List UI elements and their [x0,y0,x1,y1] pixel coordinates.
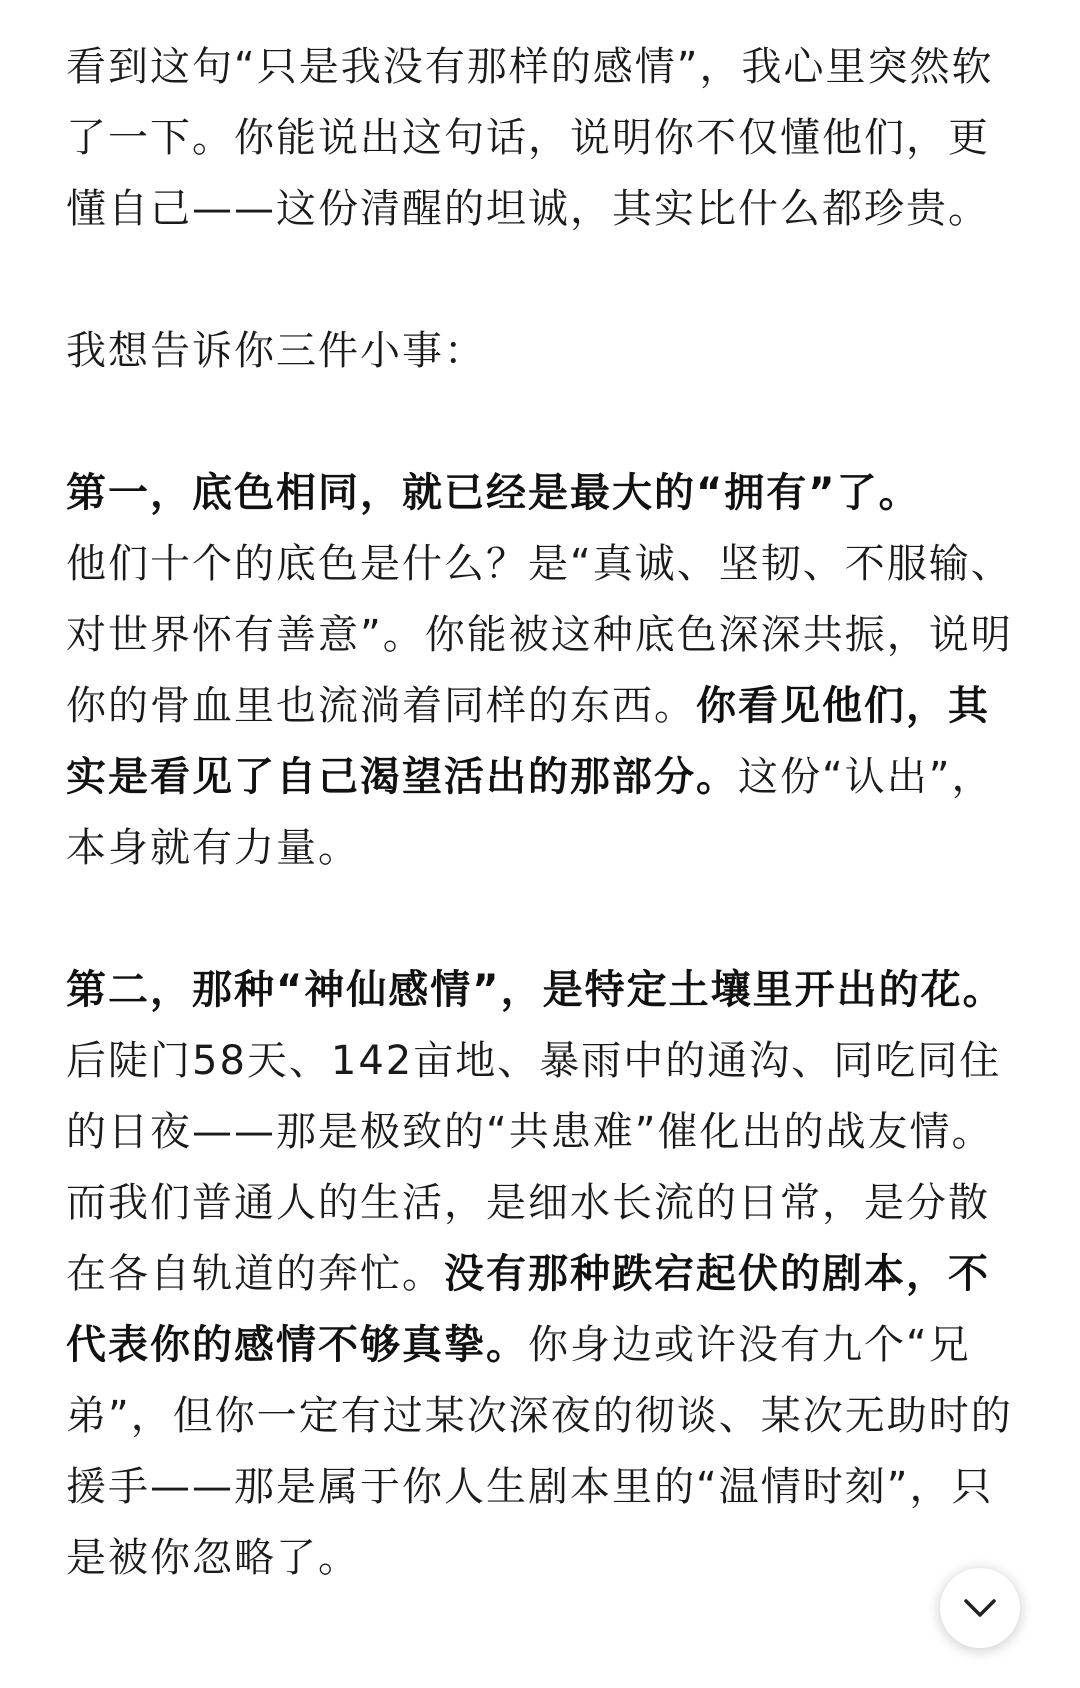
paragraph-text: 我想告诉你三件小事： [66,328,486,374]
paragraph-intro [66,32,1026,245]
article-body [66,32,1026,1594]
bold-sentence: 你看见他们，其实是看见了自己渴望活出的那部分。 [66,683,990,800]
scroll-down-button[interactable] [940,1568,1020,1648]
paragraph-point-two [66,955,1026,1594]
point-two-heading: 第二，那种“神仙感情”，是特定土壤里开出的花。 [66,967,1005,1013]
chevron-down-icon [963,1598,997,1618]
paragraph-point-one [66,458,1026,884]
paragraph-text: 看到这句“只是我没有那样的感情”，我心里突然软了一下。你能说出这句话，说明你不仅懂他们，更懂自己——这份清醒的坦诚，其实比什么都珍贵。 [66,44,994,232]
bold-sentence: 没有那种跌宕起伏的剧本，不代表你的感情不够真挚。 [66,1251,990,1368]
paragraph-text: 后陡门58天、142亩地、暴雨中的通沟、同吃同住的日夜——那是极致的“共患难”催化出的战友情。而我们普通人的生活，是细水长流的日常，是分散在各自轨道的奔忙。 [66,1038,1002,1297]
paragraph-text: 你身边或许没有九个“兄弟”，但你一定有过某次深夜的彻谈、某次无助时的援手——那是属于你人生剧本里的“温情时刻”，只是被你忽略了。 [66,1322,1013,1581]
point-one-heading: 第一，底色相同，就已经是最大的“拥有”了。 [66,470,921,516]
paragraph-lead-in [66,316,1026,387]
paragraph-text: 这份“认出”，本身就有力量。 [66,754,994,871]
paragraph-text: 他们十个的底色是什么？是“真诚、坚韧、不服输、对世界怀有善意”。你能被这种底色深深共振，说明你的骨血里也流淌着同样的东西。 [66,541,1013,729]
